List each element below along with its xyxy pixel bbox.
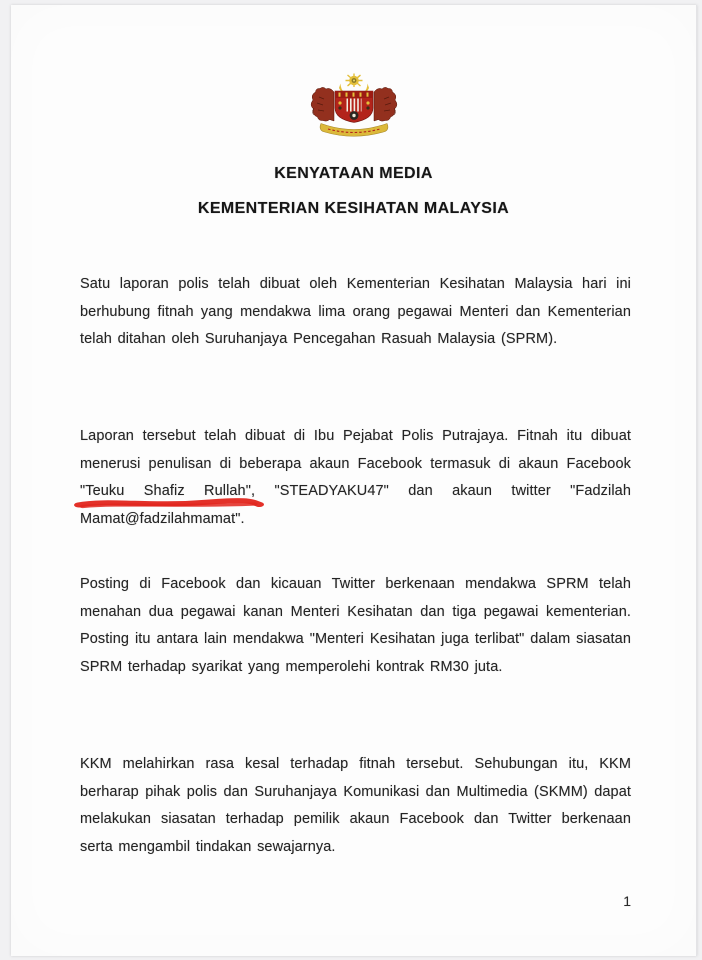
underlined-name-text: "Teuku Shafiz Rullah", [80, 483, 256, 499]
paragraph-3: Posting di Facebook dan kicauan Twitter berkenaan mendakwa SPRM telah menahan dua pegawai kanan Menteri Kesihatan dan tiga pegawai kementerian. Posting itu antara lain mendakwa "Menteri Kesihatan juga terlibat" dalam siasatan SPRM terhadap syarikat yang memperolehi kontrak RM30 juta. [80, 576, 631, 675]
document-title: KENYATAAN MEDIA [274, 165, 433, 182]
malaysia-coat-of-arms-icon [304, 72, 404, 138]
paragraph-2 [80, 423, 631, 533]
paragraph-2-text-after: "STEADYAKU47" dan akaun twitter "Fadzilah Mamat@fadzilahmamat". [80, 483, 632, 527]
document-subtitle: KEMENTERIAN KESIHATAN MALAYSIA [197, 200, 510, 217]
page-number: 1 [623, 893, 631, 909]
paragraph-2-underlined-name [80, 483, 255, 499]
paragraph-1: Satu laporan polis telah dibuat oleh Kementerian Kesihatan Malaysia hari ini berhubung fitnah yang mendakwa lima orang pegawai Menteri dan Kementerian telah ditahan oleh Suruhanjaya Pencegahan Rasuah Malaysia (SPRM). [80, 276, 631, 347]
paragraph-4: KKM melahirkan rasa kesal terhadap fitnah tersebut. Sehubungan itu, KKM berharap pihak polis dan Suruhanjaya Komunikasi dan Multimedia (SKMM) dapat melakukan siasatan terhadap pemilik akaun Facebook dan Twitter berkenaan serta mengambil tindakan sewajarnya. [80, 756, 631, 855]
paper-page [11, 5, 697, 956]
paragraph-2-text-before: Laporan tersebut telah dibuat di Ibu Pejabat Polis Putrajaya. Fitnah itu dibuat menerusi penulisan di beberapa akaun Facebook termasuk di akaun Facebook [80, 428, 631, 472]
